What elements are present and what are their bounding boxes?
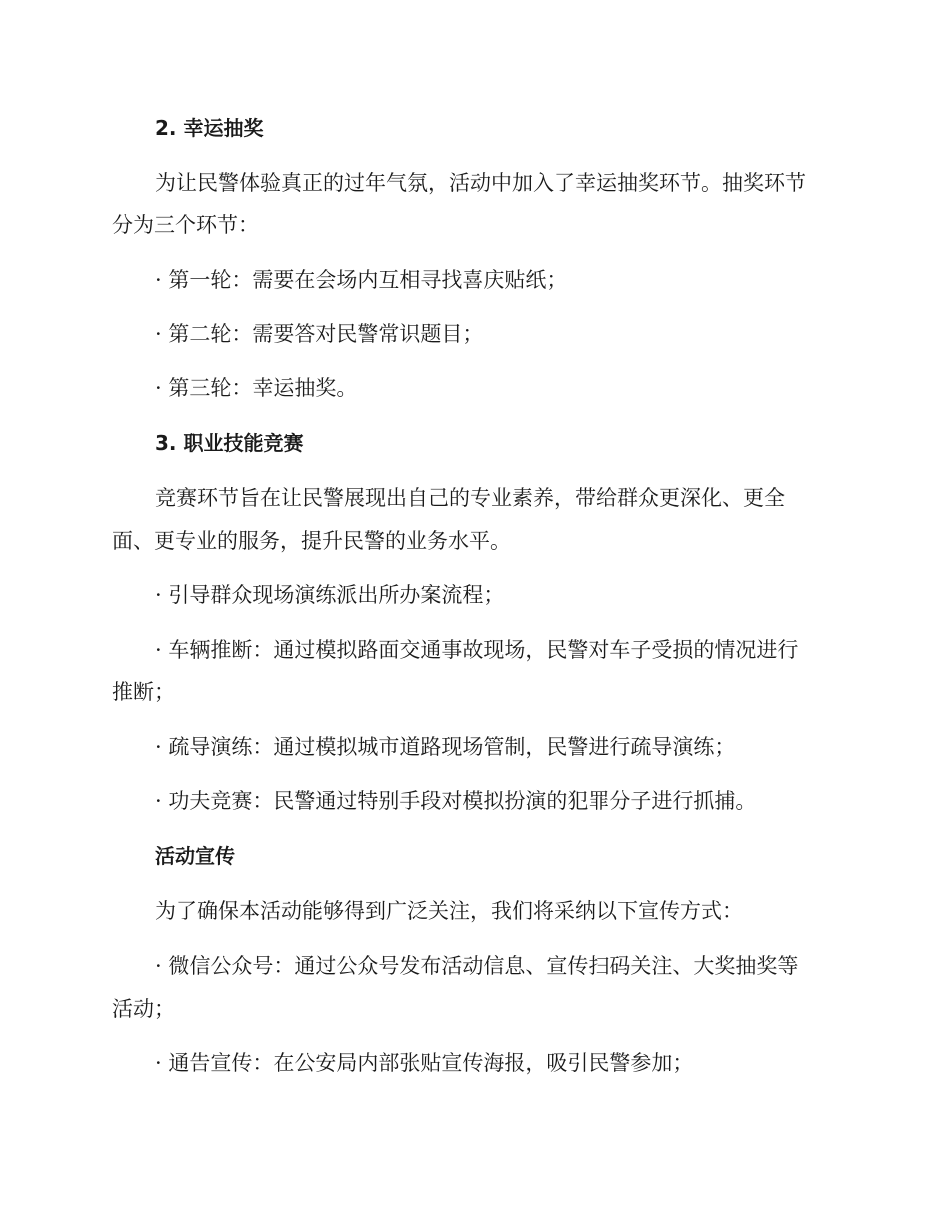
list-item: · 功夫竞赛：民警通过特别手段对模拟扮演的犯罪分子进行抓捕。: [155, 789, 757, 813]
list-item-continuation: 推断；: [112, 680, 175, 704]
paragraph-line: 为让民警体验真正的过年气氛，活动中加入了幸运抽奖环节。抽奖环节: [155, 171, 806, 195]
list-item: · 微信公众号：通过公众号发布活动信息、宣传扫码关注、大奖抽奖等: [155, 954, 799, 978]
paragraph-line: 分为三个环节：: [112, 213, 259, 237]
list-item: · 引导群众现场演练派出所办案流程；: [155, 583, 505, 607]
list-item: · 第三轮：幸运抽奖。: [155, 376, 358, 400]
list-item: · 通告宣传：在公安局内部张贴宣传海报，吸引民警参加；: [155, 1051, 694, 1075]
list-item: · 疏导演练：通过模拟城市道路现场管制，民警进行疏导演练；: [155, 735, 736, 759]
list-item-continuation: 活动；: [112, 997, 175, 1021]
section-heading-lucky-draw: 2. 幸运抽奖: [155, 116, 264, 140]
section-heading-promotion: 活动宣传: [155, 844, 235, 868]
list-item: · 第二轮：需要答对民警常识题目；: [155, 322, 484, 346]
list-item: · 车辆推断：通过模拟路面交通事故现场，民警对车子受损的情况进行: [155, 638, 799, 662]
paragraph-line: 面、更专业的服务，提升民警的业务水平。: [112, 529, 511, 553]
paragraph-line: 为了确保本活动能够得到广泛关注，我们将采纳以下宣传方式：: [155, 899, 743, 923]
section-heading-skills-contest: 3. 职业技能竞赛: [155, 431, 304, 455]
list-item: · 第一轮：需要在会场内互相寻找喜庆贴纸；: [155, 268, 568, 292]
paragraph-line: 竞赛环节旨在让民警展现出自己的专业素养，带给群众更深化、更全: [155, 486, 785, 510]
